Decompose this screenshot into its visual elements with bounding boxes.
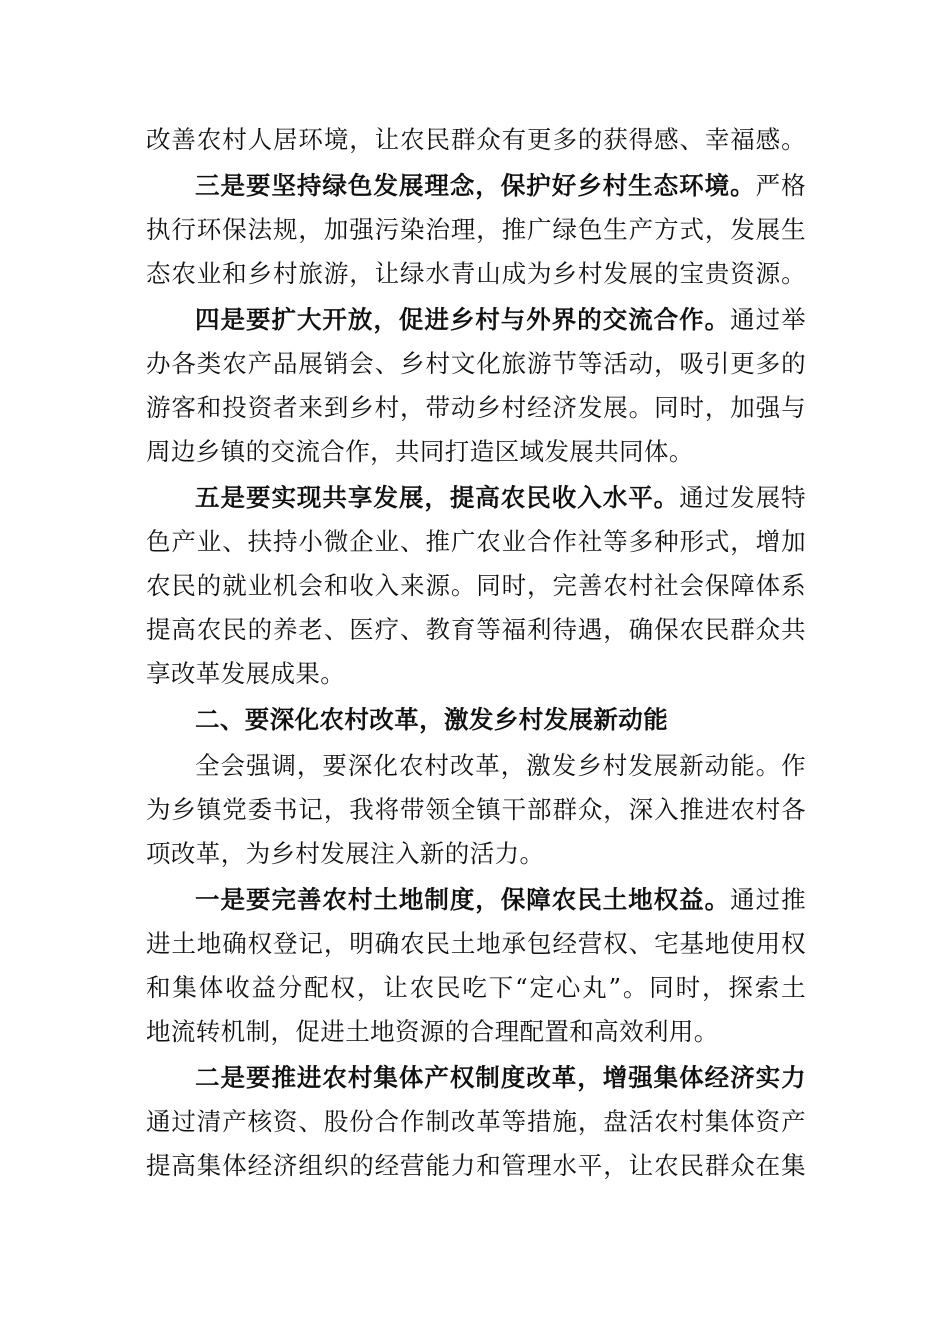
paragraph-lead: 三是要坚持绿色发展理念，保护好乡村生态环境。 xyxy=(195,171,756,200)
text-line: 和集体收益分配权，让农民吃下“定心丸”。同时，探索土 xyxy=(146,973,806,1002)
text-line: 提高农民的养老、医疗、教育等福利待遇，确保农民群众共 xyxy=(146,615,806,644)
paragraph-lead: 一是要完善农村土地制度，保障农民土地权益。 xyxy=(195,885,731,914)
paragraph-first-line: 四是要扩大开放，促进乡村与外界的交流合作。通过举 xyxy=(195,305,806,334)
paragraph-first-line: 全会强调，要深化农村改革，激发乡村发展新动能。作 xyxy=(195,751,806,780)
paragraph-lead: 五是要实现共享发展，提高农民收入水平。 xyxy=(195,483,680,512)
paragraph-first-line: 一是要完善农村土地制度，保障农民土地权益。通过推 xyxy=(195,885,806,914)
text-line: 改善农村人居环境，让农民群众有更多的获得感、幸福感。 xyxy=(146,125,806,154)
paragraph-first-line: 三是要坚持绿色发展理念，保护好乡村生态环境。严格 xyxy=(195,171,806,200)
text-line: 享改革发展成果。 xyxy=(146,659,346,688)
text-line: 游客和投资者来到乡村，带动乡村经济发展。同时，加强与 xyxy=(146,393,806,422)
text-line: 执行环保法规，加强污染治理，推广绿色生产方式，发展生 xyxy=(146,215,806,244)
paragraph-lead: 二是要推进农村集体产权制度改革，增强集体经济实力 xyxy=(195,1063,806,1092)
section-heading: 二、要深化农村改革，激发乡村发展新动能 xyxy=(195,705,669,734)
text-line: 提高集体经济组织的经营能力和管理水平，让农民群众在集 xyxy=(146,1151,806,1180)
text-line: 色产业、扶持小微企业、推广农业合作社等多种形式，增加 xyxy=(146,527,806,556)
text-line: 办各类农产品展销会、乡村文化旅游节等活动，吸引更多的 xyxy=(146,349,806,378)
text-line: 周边乡镇的交流合作，共同打造区域发展共同体。 xyxy=(146,437,694,466)
text-line: 通过清产核资、股份合作制改革等措施，盘活农村集体资产 xyxy=(146,1107,806,1136)
text-line: 农民的就业机会和收入来源。同时，完善农村社会保障体系 xyxy=(146,571,806,600)
text-line: 项改革，为乡村发展注入新的活力。 xyxy=(146,839,545,868)
paragraph-first-line xyxy=(195,1056,806,1100)
text-line: 为乡镇党委书记，我将带领全镇干部群众，深入推进农村各 xyxy=(146,795,806,824)
text-line: 态农业和乡村旅游，让绿水青山成为乡村发展的宝贵资源。 xyxy=(146,259,806,288)
paragraph-lead: 四是要扩大开放，促进乡村与外界的交流合作。 xyxy=(195,305,731,334)
paragraph-first-line: 五是要实现共享发展，提高农民收入水平。通过发展特 xyxy=(195,483,807,512)
text-line: 进土地确权登记，明确农民土地承包经营权、宅基地使用权 xyxy=(146,929,806,958)
text-line: 地流转机制，促进土地资源的合理配置和高效利用。 xyxy=(146,1017,719,1046)
